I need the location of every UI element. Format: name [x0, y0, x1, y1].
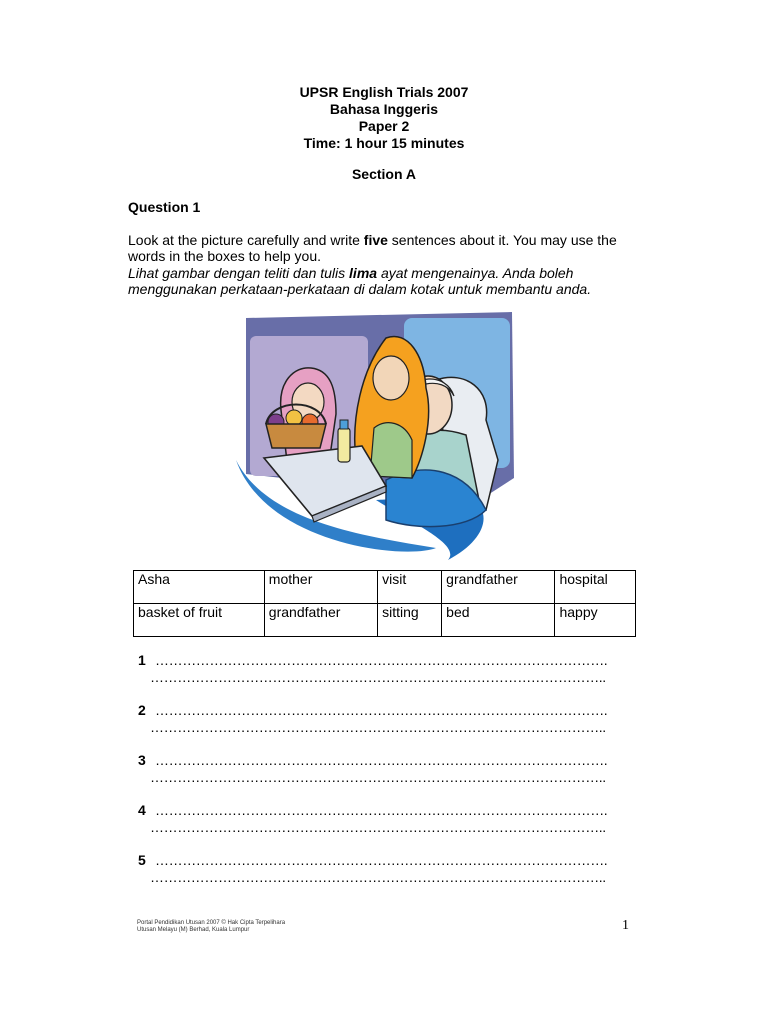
- exam-title: UPSR English Trials 2007: [299, 84, 469, 100]
- instruction-english: Look at the picture carefully and write five sentences about it. You may use the words in the boxes to help you.: [128, 232, 617, 264]
- page-number: 1: [622, 918, 629, 933]
- subject-name: Bahasa Inggeris: [329, 101, 439, 117]
- answer-item: [138, 852, 638, 902]
- exam-duration: Time: 1 hour 15 minutes: [303, 135, 465, 151]
- word-cell: mother: [264, 571, 377, 604]
- answer-number: 1: [138, 652, 146, 668]
- copyright-note: [137, 920, 285, 934]
- word-cell: basket of fruit: [134, 604, 265, 637]
- word-cell: grandfather: [442, 571, 555, 604]
- word-cell: bed: [442, 604, 555, 637]
- answer-lines: [138, 652, 638, 902]
- answer-line: ……………………………………………………………………………………….: [155, 802, 608, 818]
- paper-number: Paper 2: [358, 118, 410, 134]
- answer-line: ……………………………………………………………………………………….: [155, 852, 608, 868]
- exam-header: [0, 84, 768, 152]
- answer-line: ……………………………………………………………………………………….: [155, 652, 608, 668]
- copyright-line: Portal Pendidikan Utusan 2007 © Hak Cipta Terpelihara: [137, 920, 286, 926]
- section-title: Section A: [351, 166, 417, 182]
- instruction-malay: Lihat gambar dengan teliti dan tulis lima ayat mengenainya. Anda boleh menggunakan perkataan-perkataan di dalam kotak untuk membantu anda.: [128, 265, 592, 297]
- answer-number: 2: [138, 702, 146, 718]
- answer-item: [138, 752, 638, 802]
- answer-number: 3: [138, 752, 146, 768]
- publisher-line: Utusan Melayu (M) Berhad, Kuala Lumpur: [137, 927, 250, 933]
- question-title: Question 1: [128, 199, 201, 215]
- answer-number: 5: [138, 852, 146, 868]
- word-cell: hospital: [555, 571, 636, 604]
- answer-item: [138, 802, 638, 852]
- answer-line: ………………………………………………………………………………………..: [150, 719, 606, 735]
- answer-line: ………………………………………………………………………………………..: [150, 869, 606, 885]
- answer-item: [138, 702, 638, 752]
- word-cell: visit: [378, 571, 442, 604]
- word-cell: sitting: [378, 604, 442, 637]
- word-cell: happy: [555, 604, 636, 637]
- answer-item: [138, 652, 638, 702]
- answer-line: ………………………………………………………………………………………..: [150, 819, 606, 835]
- word-table: [133, 570, 636, 637]
- answer-line: ……………………………………………………………………………………….: [155, 752, 608, 768]
- word-cell: grandfather: [264, 604, 377, 637]
- hospital-visit-illustration: [236, 310, 520, 560]
- answer-number: 4: [138, 802, 146, 818]
- answer-line: ……………………………………………………………………………………….: [155, 702, 608, 718]
- answer-line: ………………………………………………………………………………………..: [150, 669, 606, 685]
- word-table-row: [134, 571, 636, 604]
- word-cell: Asha: [134, 571, 265, 604]
- word-table-row: [134, 604, 636, 637]
- answer-line: ………………………………………………………………………………………..: [150, 769, 606, 785]
